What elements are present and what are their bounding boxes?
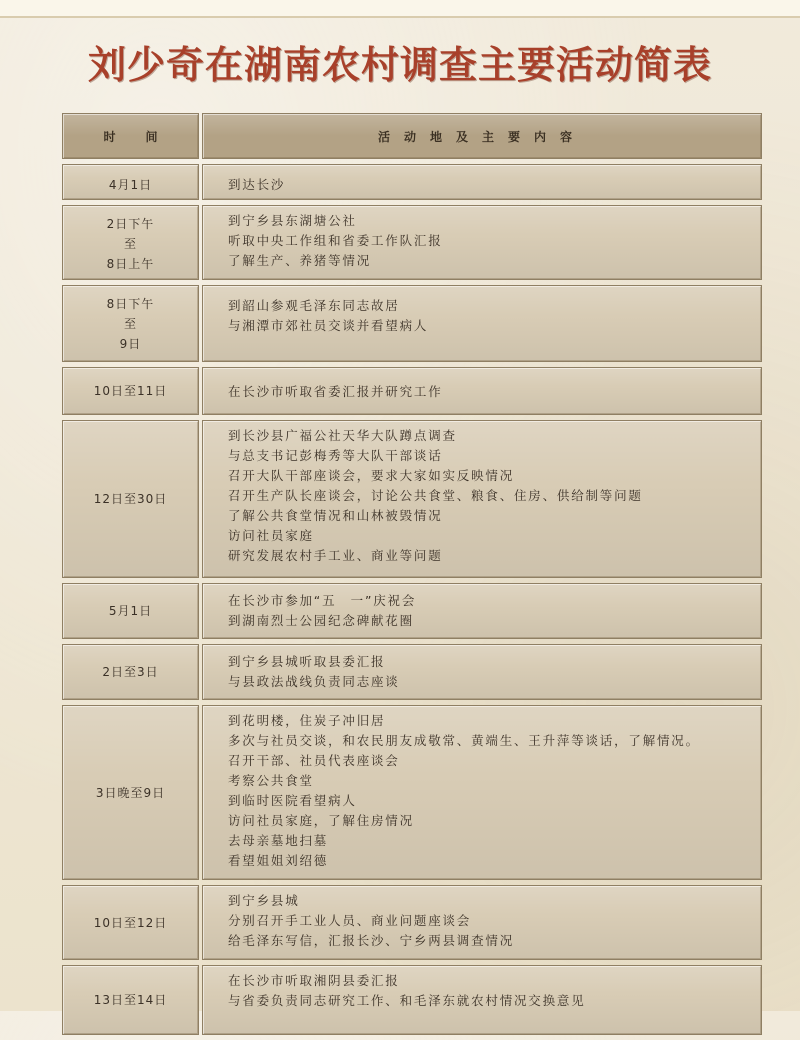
content-line: 到韶山参观毛泽东同志故居: [228, 298, 400, 313]
row-content: [202, 205, 762, 280]
content-line: 访问社员家庭，了解住房情况: [228, 813, 414, 828]
table-row: [62, 205, 762, 280]
row-content: [202, 885, 762, 960]
table-row: [62, 420, 762, 578]
row-time: [62, 644, 199, 700]
row-content: [202, 705, 762, 880]
row-time: [62, 885, 199, 960]
content-line: 与省委负责同志研究工作、和毛泽东就农村情况交换意见: [228, 993, 586, 1008]
time-line: 9日: [119, 337, 142, 351]
row-content: [202, 285, 762, 362]
content-line: 给毛泽东写信，汇报长沙、宁乡两县调查情况: [228, 933, 515, 948]
content-line: 与县政法战线负责同志座谈: [228, 674, 400, 689]
time-line: 8日下午: [106, 297, 155, 311]
table-row: [62, 705, 762, 880]
content-line: 召开大队干部座谈会，要求大家如实反映情况: [228, 468, 515, 483]
content-line: 看望姐姐刘绍德: [228, 853, 329, 868]
header-content: 活动地及主要内容: [202, 113, 762, 159]
row-content: [202, 164, 762, 200]
content-line: 在长沙市参加“五 一”庆祝会: [228, 593, 417, 608]
time-line: 10日至12日: [93, 915, 168, 930]
content-line: 到宁乡县东湖塘公社: [228, 213, 357, 228]
time-line: 至: [123, 237, 137, 251]
row-time: [62, 705, 199, 880]
content-line: 研究发展农村手工业、商业等问题: [228, 548, 443, 563]
time-line: 2日下午: [106, 217, 155, 231]
table-row: [62, 965, 762, 1035]
content-line: 与湘潭市郊社员交谈并看望病人: [228, 318, 429, 333]
table-body: [62, 164, 762, 1035]
row-content: [202, 965, 762, 1035]
content-line: 分别召开手工业人员、商业问题座谈会: [228, 913, 472, 928]
time-line: 10日至11日: [93, 384, 168, 398]
content-line: 到达长沙: [228, 177, 286, 192]
row-content: [202, 367, 762, 415]
row-time: [62, 205, 199, 280]
content-line: 到临时医院看望病人: [228, 793, 357, 808]
content-line: 到长沙县广福公社天华大队蹲点调查: [228, 428, 457, 443]
schedule-table: [62, 113, 762, 1040]
time-line: 2日至3日: [102, 665, 159, 679]
time-line: 3日晚至9日: [95, 785, 166, 800]
content-line: 了解公共食堂情况和山林被毁情况: [228, 508, 443, 523]
content-line: 到宁乡县城听取县委汇报: [228, 654, 386, 669]
row-time: [62, 367, 199, 415]
content-line: 到宁乡县城: [228, 893, 300, 908]
content-line: 在长沙市听取省委汇报并研究工作: [228, 384, 443, 399]
table-row: [62, 583, 762, 639]
time-line: 5月1日: [108, 604, 153, 618]
content-line: 听取中央工作组和省委工作队汇报: [228, 233, 443, 248]
content-line: 访问社员家庭: [228, 528, 314, 543]
time-line: 12日至30日: [93, 492, 168, 506]
page-title: 刘少奇在湖南农村调查主要活动简表: [87, 42, 712, 87]
table-header-row: [62, 113, 762, 159]
content-line: 到湖南烈士公园纪念碑献花圈: [228, 613, 414, 628]
content-line: 到花明楼，住炭子冲旧居: [228, 713, 386, 728]
row-time: [62, 965, 199, 1035]
time-line: 至: [123, 317, 137, 331]
content-line: 考察公共食堂: [228, 773, 314, 788]
content-line: 了解生产、养猪等情况: [228, 253, 372, 268]
content-line: 多次与社员交谈，和农民朋友成敬常、黄端生、王升萍等谈话，了解情况。: [228, 733, 700, 748]
row-time: [62, 583, 199, 639]
content-line: 在长沙市听取湘阴县委汇报: [228, 973, 400, 988]
row-time: [62, 164, 199, 200]
table-row: [62, 367, 762, 415]
content-line: 与总支书记彭梅秀等大队干部谈话: [228, 448, 443, 463]
table-row: [62, 644, 762, 700]
row-content: [202, 644, 762, 700]
row-time: [62, 285, 199, 362]
content-line: 召开干部、社员代表座谈会: [228, 753, 400, 768]
top-strip: [0, 0, 800, 18]
row-content: [202, 420, 762, 578]
time-line: 13日至14日: [93, 993, 168, 1007]
table-row: [62, 164, 762, 200]
table-row: [62, 885, 762, 960]
content-line: 召开生产队长座谈会，讨论公共食堂、粮食、住房、供给制等问题: [228, 488, 643, 503]
row-content: [202, 583, 762, 639]
row-time: [62, 420, 199, 578]
time-line: 8日上午: [106, 257, 155, 271]
table-row: [62, 285, 762, 362]
time-line: 4月1日: [108, 178, 153, 192]
header-time: 时间: [62, 113, 199, 159]
content-line: 去母亲墓地扫墓: [228, 833, 329, 848]
